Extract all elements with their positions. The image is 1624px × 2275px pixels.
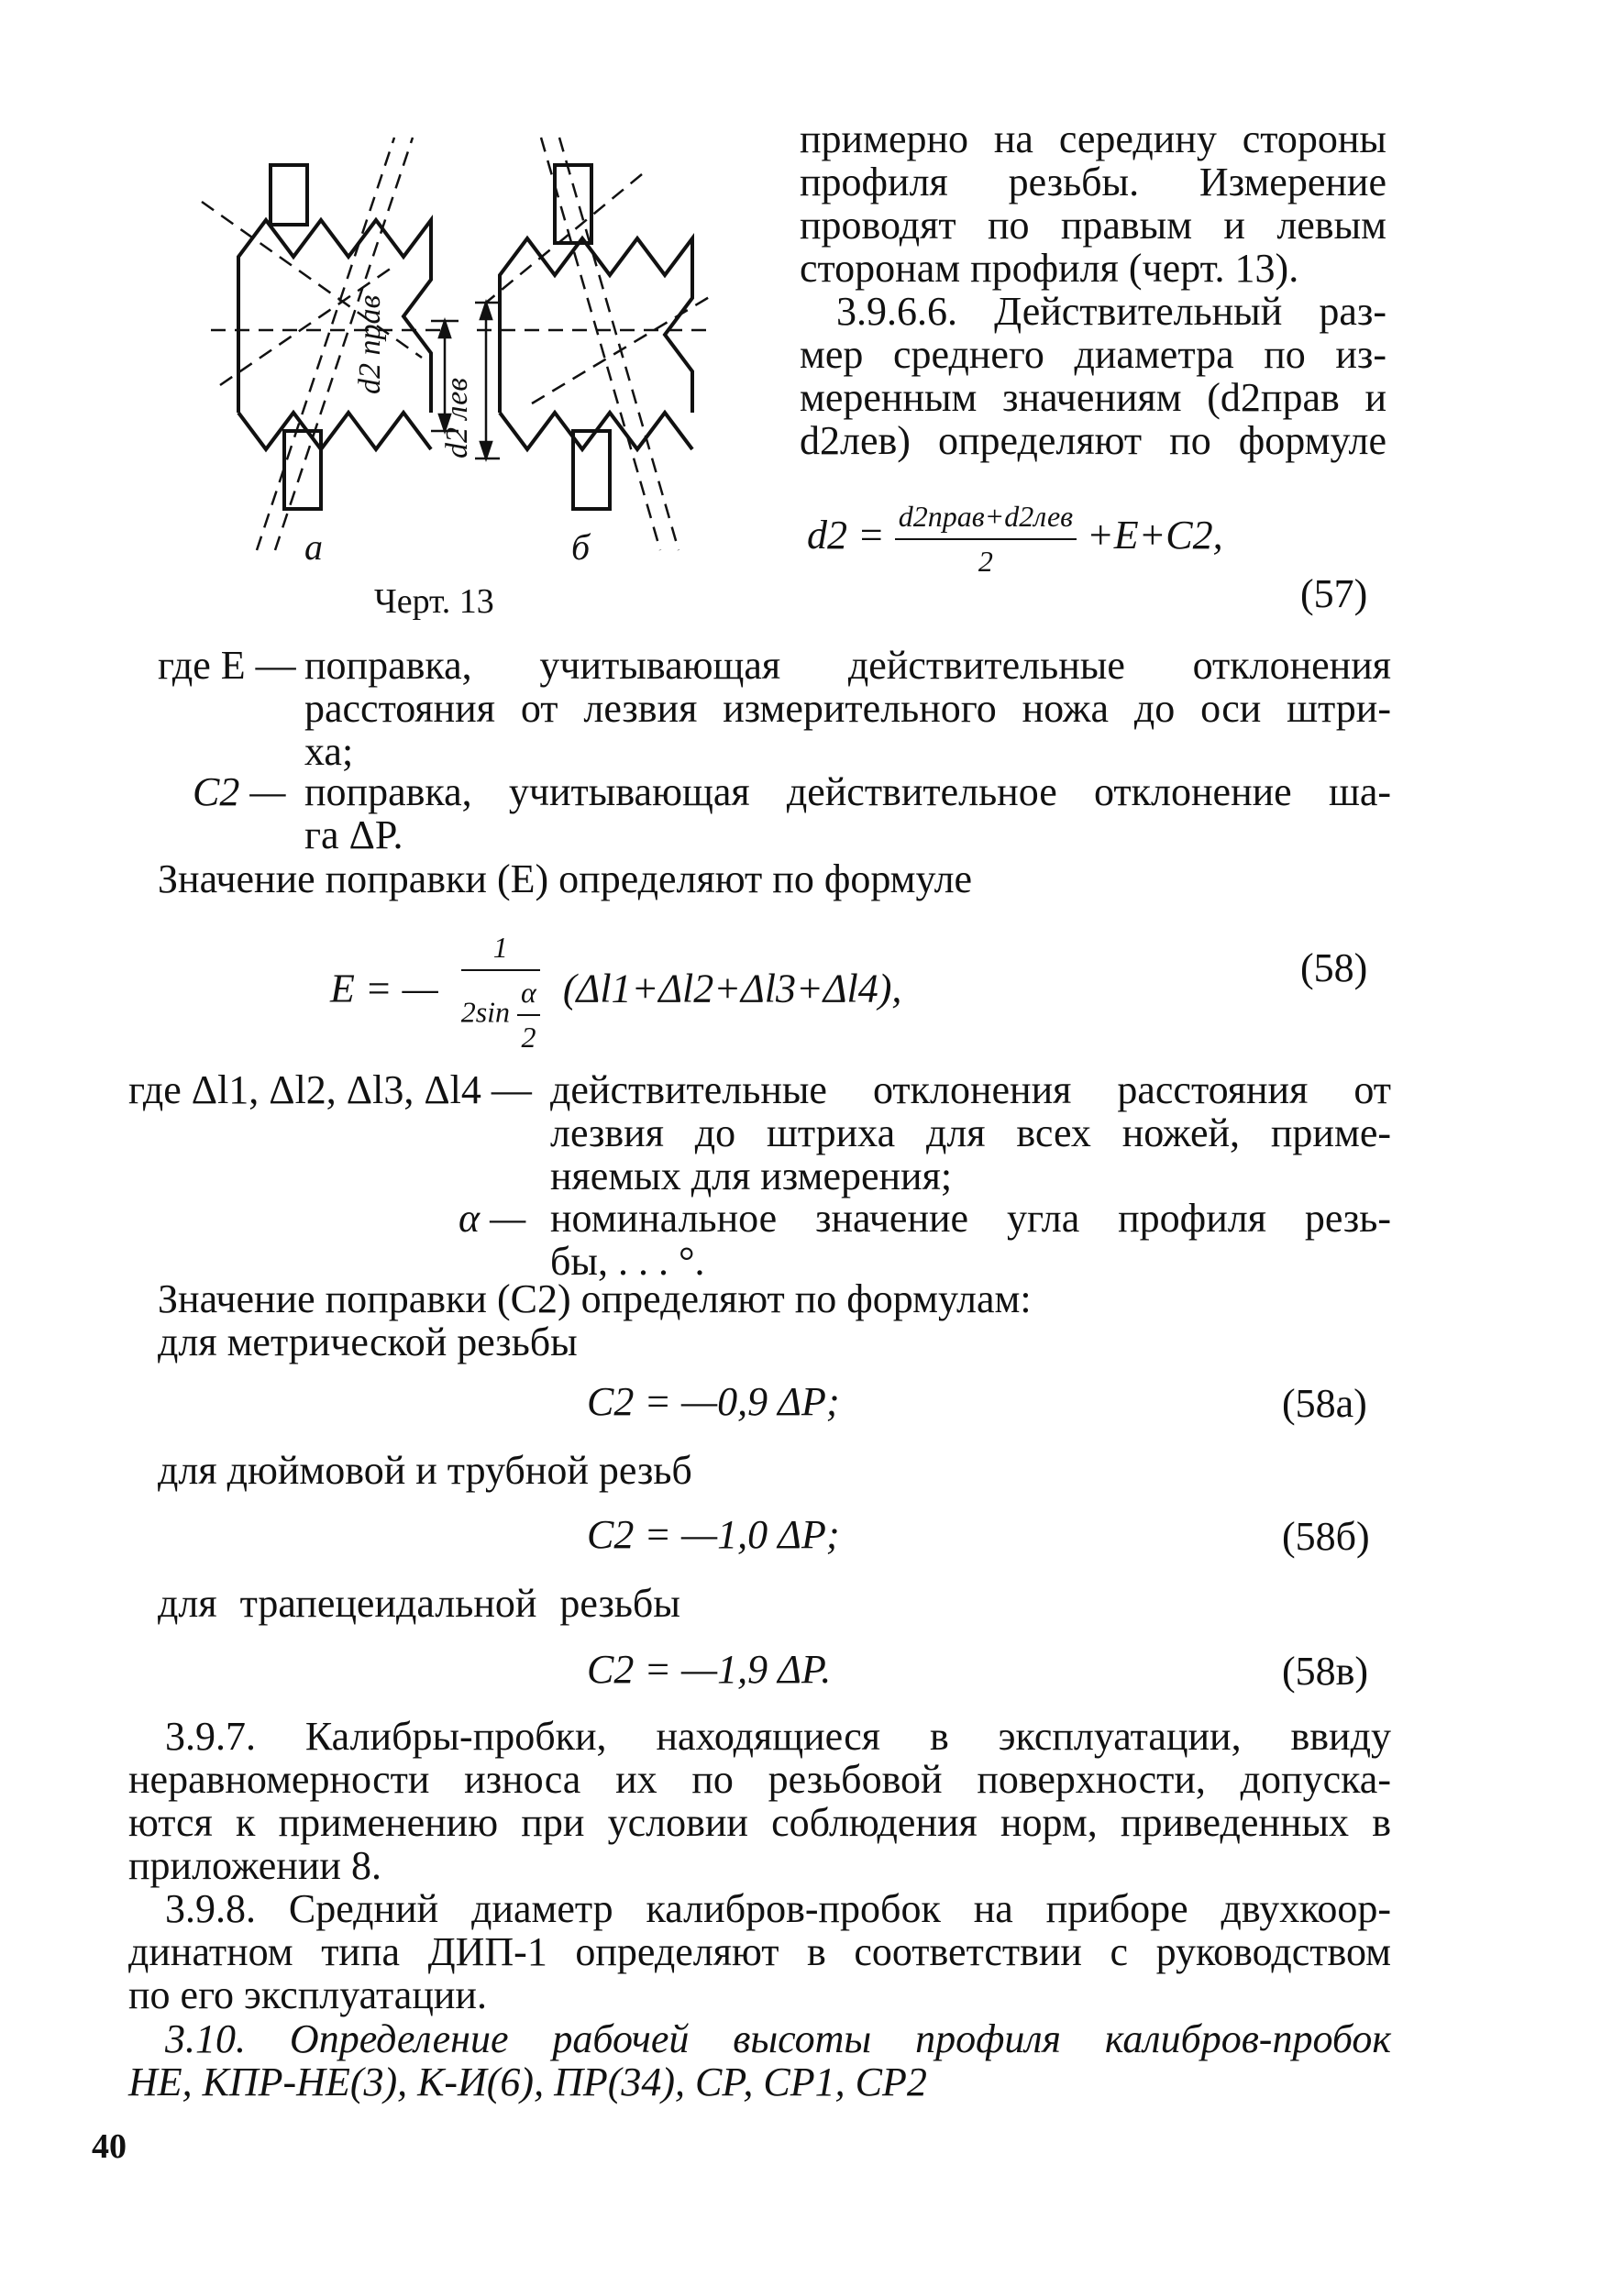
paragraph-3-9-8 bbox=[128, 1887, 1391, 2016]
text-line: сторонам профиля (черт. 13). bbox=[800, 246, 1299, 291]
formula-58-lhs: E = — bbox=[330, 966, 438, 1011]
formula-57 bbox=[807, 495, 1223, 583]
figure-a-profile bbox=[238, 165, 431, 509]
page-number: 40 bbox=[92, 2127, 127, 2166]
formula-58v: C2 = —1,9 ΔP. bbox=[587, 1647, 832, 1692]
right-column-paragraph bbox=[800, 117, 1386, 462]
formula-57-number: (57) bbox=[1300, 571, 1368, 616]
text-line: динатном типа ДИП-1 определяют в соответствии с руководством bbox=[128, 1929, 1391, 1974]
text-line: 3.9.6.6. Действительный раз- bbox=[836, 289, 1386, 334]
figure-b-profile bbox=[500, 165, 692, 509]
figure-caption: Черт. 13 bbox=[374, 582, 494, 621]
definition-line: ха; bbox=[304, 729, 354, 774]
formula-58b-number: (58б) bbox=[1282, 1514, 1370, 1559]
text-line: примерно на середину стороны bbox=[800, 116, 1386, 161]
intro-formula-58: Значение поправки (E) определяют по формуле bbox=[158, 856, 973, 901]
paragraph-3-10 bbox=[128, 2017, 1391, 2104]
formula-58-two: 2 bbox=[521, 1021, 536, 1054]
definition-line: лезвия до штриха для всех ножей, приме- bbox=[550, 1110, 1391, 1155]
formula-58-alpha: α bbox=[517, 971, 540, 1016]
figure-label-b: б bbox=[571, 526, 591, 568]
formula-58a-number: (58а) bbox=[1282, 1381, 1367, 1426]
definition-line: номинальное значение угла профиля резь- bbox=[550, 1196, 1391, 1241]
definition-term: где Δl1, Δl2, Δl3, Δl4 — bbox=[128, 1067, 532, 1112]
formula-58a: C2 = —0,9 ΔP; bbox=[587, 1379, 840, 1424]
formula-58-numerator: 1 bbox=[461, 926, 540, 971]
definition-line: няемых для измерения; bbox=[550, 1154, 953, 1198]
formula-58-half-alpha bbox=[517, 971, 540, 1059]
section-heading-line: 3.10. Определение рабочей высоты профиля калибров-пробок bbox=[165, 2016, 1391, 2061]
definition-line: га ΔP. bbox=[304, 812, 403, 857]
thread-measurement-figure bbox=[183, 119, 807, 596]
text-line: 3.9.7. Калибры-пробки, находящиеся в эксплуатации, ввиду bbox=[165, 1714, 1391, 1759]
metric-thread-label: для метрической резьбы bbox=[158, 1320, 578, 1364]
inch-thread-label: для дюймовой и трубной резьб bbox=[158, 1448, 692, 1493]
formula-57-lhs: d2 = bbox=[807, 513, 885, 558]
formula-57-fraction bbox=[895, 495, 1077, 583]
definition-line: действительные отклонения расстояния от bbox=[550, 1067, 1391, 1112]
figure-dim-b: d2 лев bbox=[440, 377, 474, 458]
definition-line: поправка, учитывающая действительные отклонения bbox=[304, 643, 1391, 688]
definition-line: бы, . . . °. bbox=[550, 1239, 705, 1284]
definition-line: поправка, учитывающая действительное отклонение ша- bbox=[304, 769, 1391, 814]
formula-58 bbox=[330, 926, 901, 1059]
definition-line: расстояния от лезвия измерительного ножа до оси штри- bbox=[304, 686, 1391, 731]
formula-58-rhs: (Δl1+Δl2+Δl3+Δl4), bbox=[562, 966, 902, 1011]
text-line: неравномерности износа их по резьбовой поверхности, допуска- bbox=[128, 1757, 1391, 1802]
formula-58-sin: 2sin bbox=[460, 995, 511, 1029]
intro-c2-formulas: Значение поправки (C2) определяют по формулам: bbox=[158, 1276, 1032, 1321]
formula-58b: C2 = —1,0 ΔP; bbox=[587, 1512, 840, 1557]
text-line: мер среднего диаметра по из- bbox=[800, 332, 1386, 377]
text-line: профиля резьбы. Измерение bbox=[800, 160, 1386, 204]
formula-57-numerator: d2прав+d2лев bbox=[895, 495, 1077, 540]
text-line: приложении 8. bbox=[128, 1843, 381, 1888]
text-line: d2лев) определяют по формуле bbox=[800, 418, 1386, 463]
text-line: ются к применению при условии соблюдения норм, приведенных в bbox=[128, 1800, 1391, 1845]
figure-dim-a: d2 прав bbox=[353, 294, 387, 394]
paragraph-3-9-7 bbox=[128, 1715, 1391, 1887]
text-line: 3.9.8. Средний диаметр калибров-пробок на приборе двухкоор- bbox=[165, 1886, 1391, 1931]
formula-57-rhs: +E+C2, bbox=[1087, 513, 1223, 558]
formula-58-denominator bbox=[461, 971, 540, 1059]
formula-58v-number: (58в) bbox=[1282, 1649, 1369, 1694]
text-line: меренным значениям (d2прав и bbox=[800, 375, 1386, 420]
definition-term: C2 — bbox=[193, 769, 286, 814]
section-heading-line: НЕ, КПР-НЕ(3), К-И(6), ПР(34), СР, СР1, СР2 bbox=[128, 2060, 927, 2104]
text-line: по его эксплуатации. bbox=[128, 1972, 487, 2017]
text-line: проводят по правым и левым bbox=[800, 203, 1386, 248]
formula-58-number: (58) bbox=[1300, 945, 1368, 990]
definition-term: где E — bbox=[158, 643, 296, 688]
figure-label-a: а bbox=[304, 526, 323, 568]
formula-58-fraction bbox=[461, 926, 540, 1059]
trapezoidal-thread-label: для трапецеидальной резьбы bbox=[158, 1581, 680, 1626]
formula-57-denominator: 2 bbox=[978, 545, 993, 578]
definition-term: α — bbox=[458, 1196, 526, 1241]
